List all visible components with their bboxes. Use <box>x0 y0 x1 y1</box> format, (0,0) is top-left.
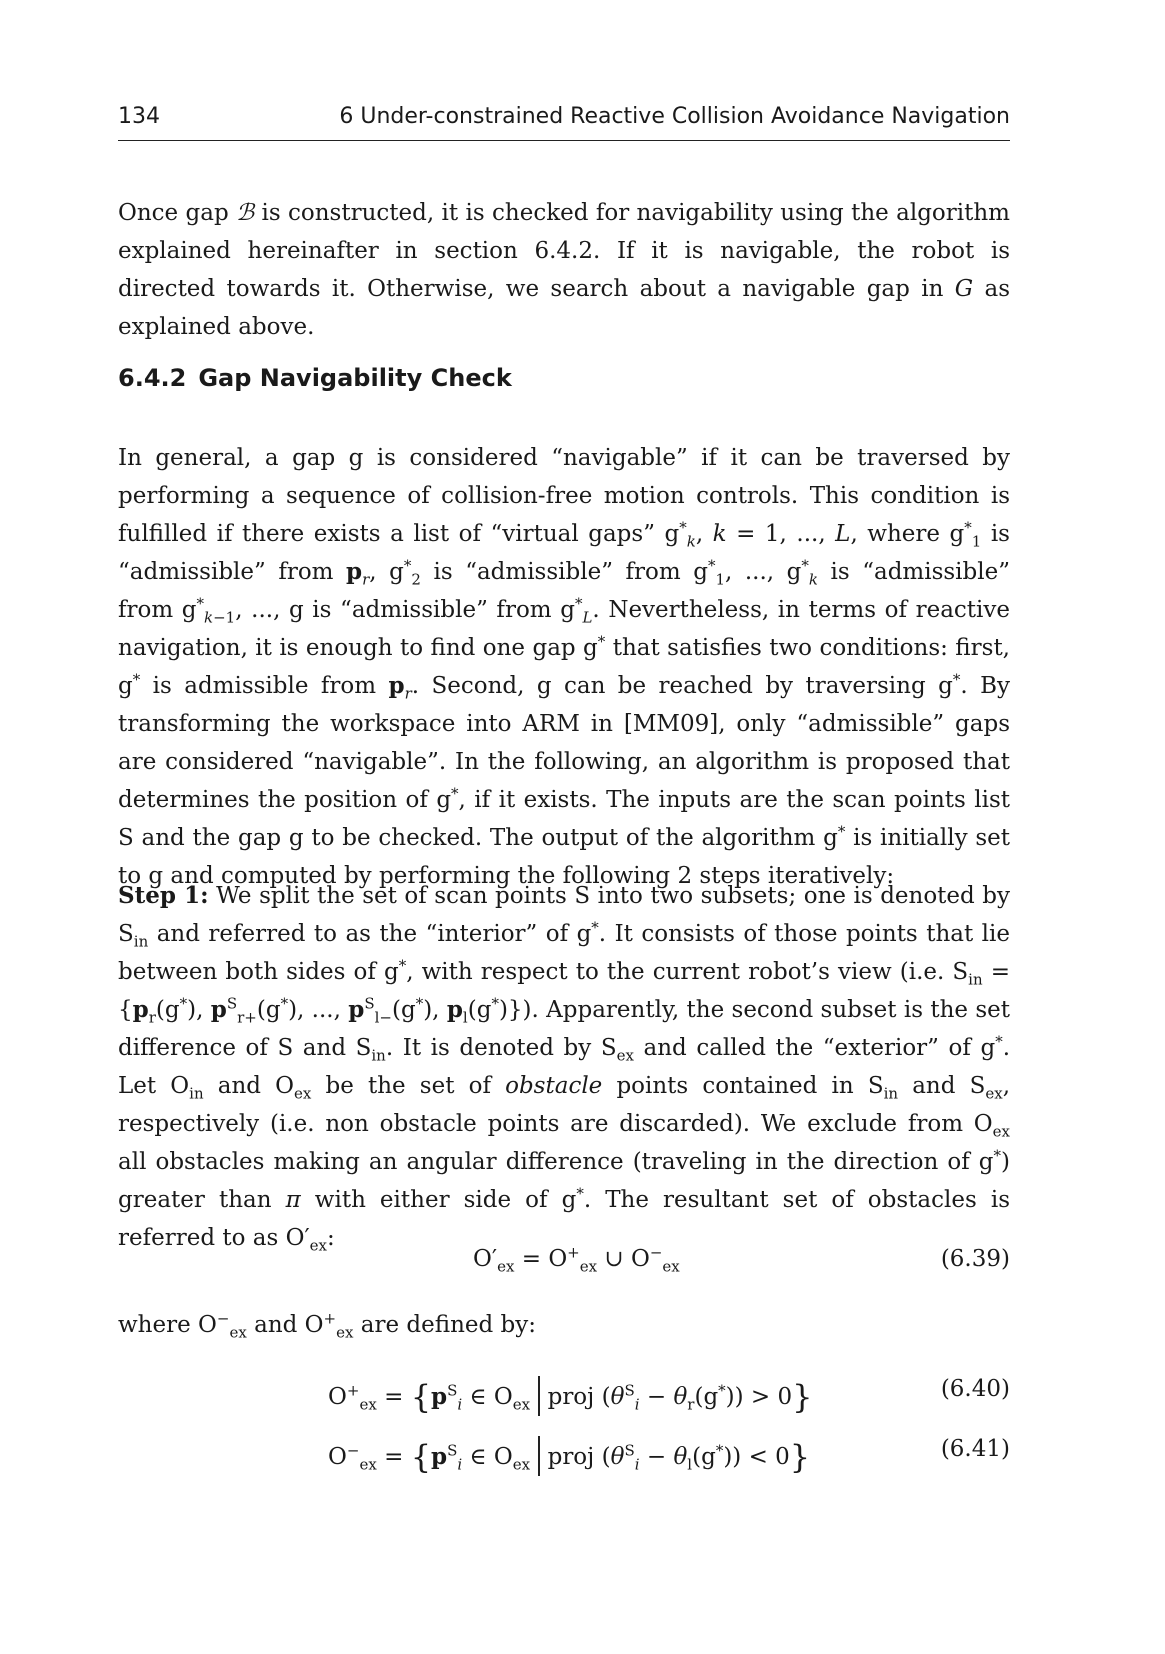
section-number: 6.4.2 <box>118 364 187 392</box>
obstacle-emphasis: obstacle <box>505 1073 603 1099</box>
page-number: 134 <box>118 104 160 129</box>
equation-6-39 <box>118 1240 1010 1286</box>
equation-body: $O^-_{ex} = \{p^S_i$ ∈ $O_{ex}$ proj $(\theta^S_i - \theta_l(g^*)) < 0$} <box>328 1438 811 1476</box>
section-heading <box>118 364 512 392</box>
chapter-title: 6 Under-constrained Reactive Collision Avoidance Navigation <box>339 104 1010 129</box>
step1-paragraph: Step 1: We split the set of scan points S into two subsets; one is denoted by $S_{in}$ and referred to as the “interior” of g*. It consists of those points that lie between both sides of g*, with respect to the current robot’s view (i.e. $S_{in} = \{p_r(g^*)$, $p^S_{r+}(g^*)$, ..., $p^S_{l-}(g^*)$, $p_l(g^*)$}). Apparently, the second subset is the set difference of S and $S_{in}$. It is denoted by $S_{ex}$ and called the “exterior” of g*. Let $O_{in}$ and $O_{ex}$ be the set of obstacle points contained in $S_{in}$ and $S_{ex}$, respectively (i.e. non obstacle points are discarded). We exclude from $O_{ex}$ all obstacles making an angular difference (traveling in the direction of g*) greater than π with either side of g*. The resultant set of obstacles is referred to as $O'_{ex}$: <box>118 882 1011 1255</box>
equation-number: (6.39) <box>940 1246 1010 1272</box>
equation-number: (6.40) <box>940 1376 1010 1402</box>
equation-body: $O^+_{ex} = \{p^S_i$ ∈ $O_{ex}$ proj $(\theta^S_i - \theta_r(g^*)) > 0$} <box>328 1378 813 1416</box>
running-header <box>118 100 1010 141</box>
intro-paragraph: Once gap ℬ is constructed, it is checked for navigability using the algorithm explained hereinafter in section 6.4.2. If it is navigable, the robot is directed towards it. Otherwise, we search about a navigable gap in G as explained above. <box>118 200 1011 340</box>
equation-number: (6.41) <box>940 1436 1010 1462</box>
equation-body: $O'_{ex} = O^+_{ex}$ ∪ $O^-_{ex}$ <box>473 1243 680 1276</box>
equation-6-40 <box>118 1370 1010 1416</box>
definition-line: where $O^-_{ex}$ and $O^+_{ex}$ are defined by: <box>118 1309 537 1342</box>
step1-label: Step 1: <box>118 882 209 909</box>
body-paragraph: In general, a gap g is considered “navigable” if it can be traversed by performing a sequence of collision-free motion controls. This condition is fulfilled if there exists a list of “virtual gaps” $g^*_k$, k = 1, ..., L, where $g^*_1$ is “admissible” from $p_r$, $g^*_2$ is “admissible” from $g^*_1$, ..., $g^*_k$ is “admissible” from $g^*_{k-1}$, ..., g is “admissible” from $g^*_L$. Nevertheless, in terms of reactive navigation, it is enough to find one gap g* that satisfies two conditions: first, g* is admissible from $p_r$. Second, g can be reached by traversing g*. By transforming the workspace into ARM in [MM09], only “admissible” gaps are considered “navigable”. In the following, an algorithm is proposed that determines the position of g*, if it exists. The inputs are the scan points list S and the gap g to be checked. The output of the algorithm g* is initially set to g and computed by performing the following 2 steps iteratively: <box>118 445 1011 889</box>
section-title: Gap Navigability Check <box>198 364 512 392</box>
equation-6-41 <box>118 1430 1010 1476</box>
